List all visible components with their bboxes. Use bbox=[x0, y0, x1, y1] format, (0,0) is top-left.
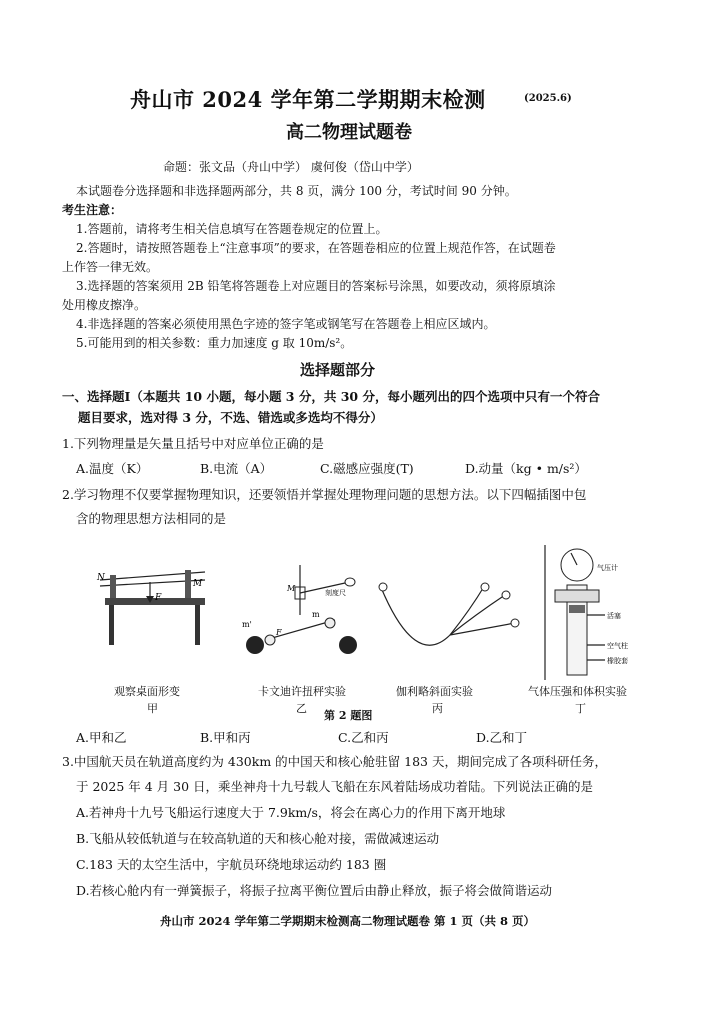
note-item: 3.选择题的答案须用 2B 铅笔将答题卷上对应题目的答案标号涂黑，如要改动，须将原填涂 bbox=[76, 279, 556, 293]
q1-option-d: D.动量（kg • m/s²） bbox=[465, 461, 587, 476]
label-rubber-cap: 橡胶套 bbox=[607, 657, 628, 665]
figure-yi-caption: 卡文迪许扭秤实验 bbox=[258, 685, 346, 698]
q3-stem: 3.中国航天员在轨道高度约为 430km 的中国天和核心舱驻留 183 天，期间完成了各项科研任务， bbox=[62, 754, 607, 769]
label-mirror: M bbox=[287, 584, 296, 593]
label-m: M bbox=[193, 579, 203, 589]
figure-bing-caption: 伽利略斜面实验 bbox=[396, 685, 473, 698]
q3-option-c: C.183 天的太空生活中，宇航员环绕地球运动约 183 圈 bbox=[76, 857, 387, 872]
figure-bing-label: 丙 bbox=[432, 702, 443, 715]
q3-option-b: B.飞船从较低轨道与在较高轨道的天和核心舱对接，需做减速运动 bbox=[76, 831, 440, 846]
note-item: 处用橡皮擦净。 bbox=[62, 298, 147, 312]
label-force: F bbox=[276, 628, 282, 637]
q1-stem: 1.下列物理量是矢量且括号中对应单位正确的是 bbox=[62, 436, 324, 451]
label-gauge: 气压计 bbox=[597, 564, 618, 572]
q2-stem-cont: 含的物理思想方法相同的是 bbox=[76, 511, 227, 526]
q2-option-d: D.乙和丁 bbox=[476, 730, 528, 745]
q1-option-b: B.电流（A） bbox=[200, 461, 273, 476]
figure-yi-label: 乙 bbox=[296, 702, 307, 715]
exam-date: (2025.6) bbox=[524, 93, 572, 104]
q3-option-d: D.若核心舱内有一弹簧振子，将振子拉离平衡位置后由静止释放，振子将会做简谐运动 bbox=[76, 883, 553, 898]
label-f: F bbox=[155, 593, 162, 603]
note-item: 1.答题前，请将考生相关信息填写在答题卷规定的位置上。 bbox=[76, 222, 388, 236]
q3-stem-cont: 于 2025 年 4 月 30 日，乘坐神舟十九号载人飞船在东风着陆场成功着陆。下列说法正确的是 bbox=[76, 779, 594, 794]
page-footer: 舟山市 2024 学年第二学期期末检测高二物理试题卷 第 1 页（共 8 页） bbox=[160, 914, 536, 928]
note-item: 上作答一律无效。 bbox=[62, 260, 159, 274]
figure-ding-caption: 气体压强和体积实验 bbox=[528, 685, 627, 698]
label-n: N bbox=[97, 573, 105, 583]
q1-option-a: A.温度（K） bbox=[76, 461, 149, 476]
note-item: 2.答题时，请按照答题卷上“注意事项”的要求，在答题卷相应的位置上规范作答，在试题卷 bbox=[76, 241, 556, 255]
label-mass-large: m' bbox=[242, 620, 252, 629]
note-item: 4.非选择题的答案必须使用黑色字迹的签字笔或钢笔写在答题卷上相应区域内。 bbox=[76, 317, 496, 331]
figure-bing-illustration bbox=[375, 575, 520, 660]
q3-option-a: A.若神舟十九号飞船运行速度大于 7.9km/s，将会在离心力的作用下离开地球 bbox=[76, 805, 506, 820]
figure-jia-caption: 观察桌面形变 bbox=[114, 685, 180, 698]
label-piston: 活塞 bbox=[607, 612, 621, 620]
figure-jia-label: 甲 bbox=[147, 702, 158, 715]
figure-ding-label: 丁 bbox=[575, 702, 586, 715]
q2-option-a: A.甲和乙 bbox=[76, 730, 127, 745]
part1-instructions: 一、选择题Ⅰ（本题共 10 小题，每小题 3 分，共 30 分，每小题列出的四个选项中只有一个符合 bbox=[62, 389, 600, 404]
figure-jia-illustration bbox=[95, 560, 215, 650]
label-scale: 刻度尺 bbox=[325, 589, 346, 597]
note-item: 5.可能用到的相关参数：重力加速度 g 取 10m/s²。 bbox=[76, 336, 353, 350]
q2-option-c: C.乙和丙 bbox=[338, 730, 389, 745]
section-title: 选择题部分 bbox=[300, 361, 376, 379]
label-air-column: 空气柱 bbox=[607, 642, 628, 650]
exam-title: 舟山市 2024 学年第二学期期末检测 bbox=[130, 87, 486, 112]
part1-instructions-cont: 题目要求，选对得 3 分，不选、错选或多选均不得分） bbox=[78, 410, 383, 425]
q2-option-b: B.甲和丙 bbox=[200, 730, 251, 745]
label-mass-small: m bbox=[312, 610, 320, 619]
exam-subtitle: 高二物理试题卷 bbox=[286, 122, 412, 143]
figure-yi-illustration bbox=[240, 565, 360, 660]
figure-ding-illustration bbox=[535, 545, 645, 685]
q1-option-c: C.磁感应强度(T) bbox=[320, 461, 414, 476]
authors-line: 命题：张文品（舟山中学） 虞何俊（岱山中学） bbox=[163, 160, 419, 174]
notes-heading: 考生注意： bbox=[62, 203, 123, 217]
intro-text: 本试题卷分选择题和非选择题两部分，共 8 页，满分 100 分，考试时间 90 分钟。 bbox=[76, 184, 517, 198]
figure-title: 第 2 题图 bbox=[324, 709, 373, 722]
q2-stem: 2.学习物理不仅要掌握物理知识，还要领悟并掌握处理物理问题的思想方法。以下四幅插图中包 bbox=[62, 487, 587, 502]
